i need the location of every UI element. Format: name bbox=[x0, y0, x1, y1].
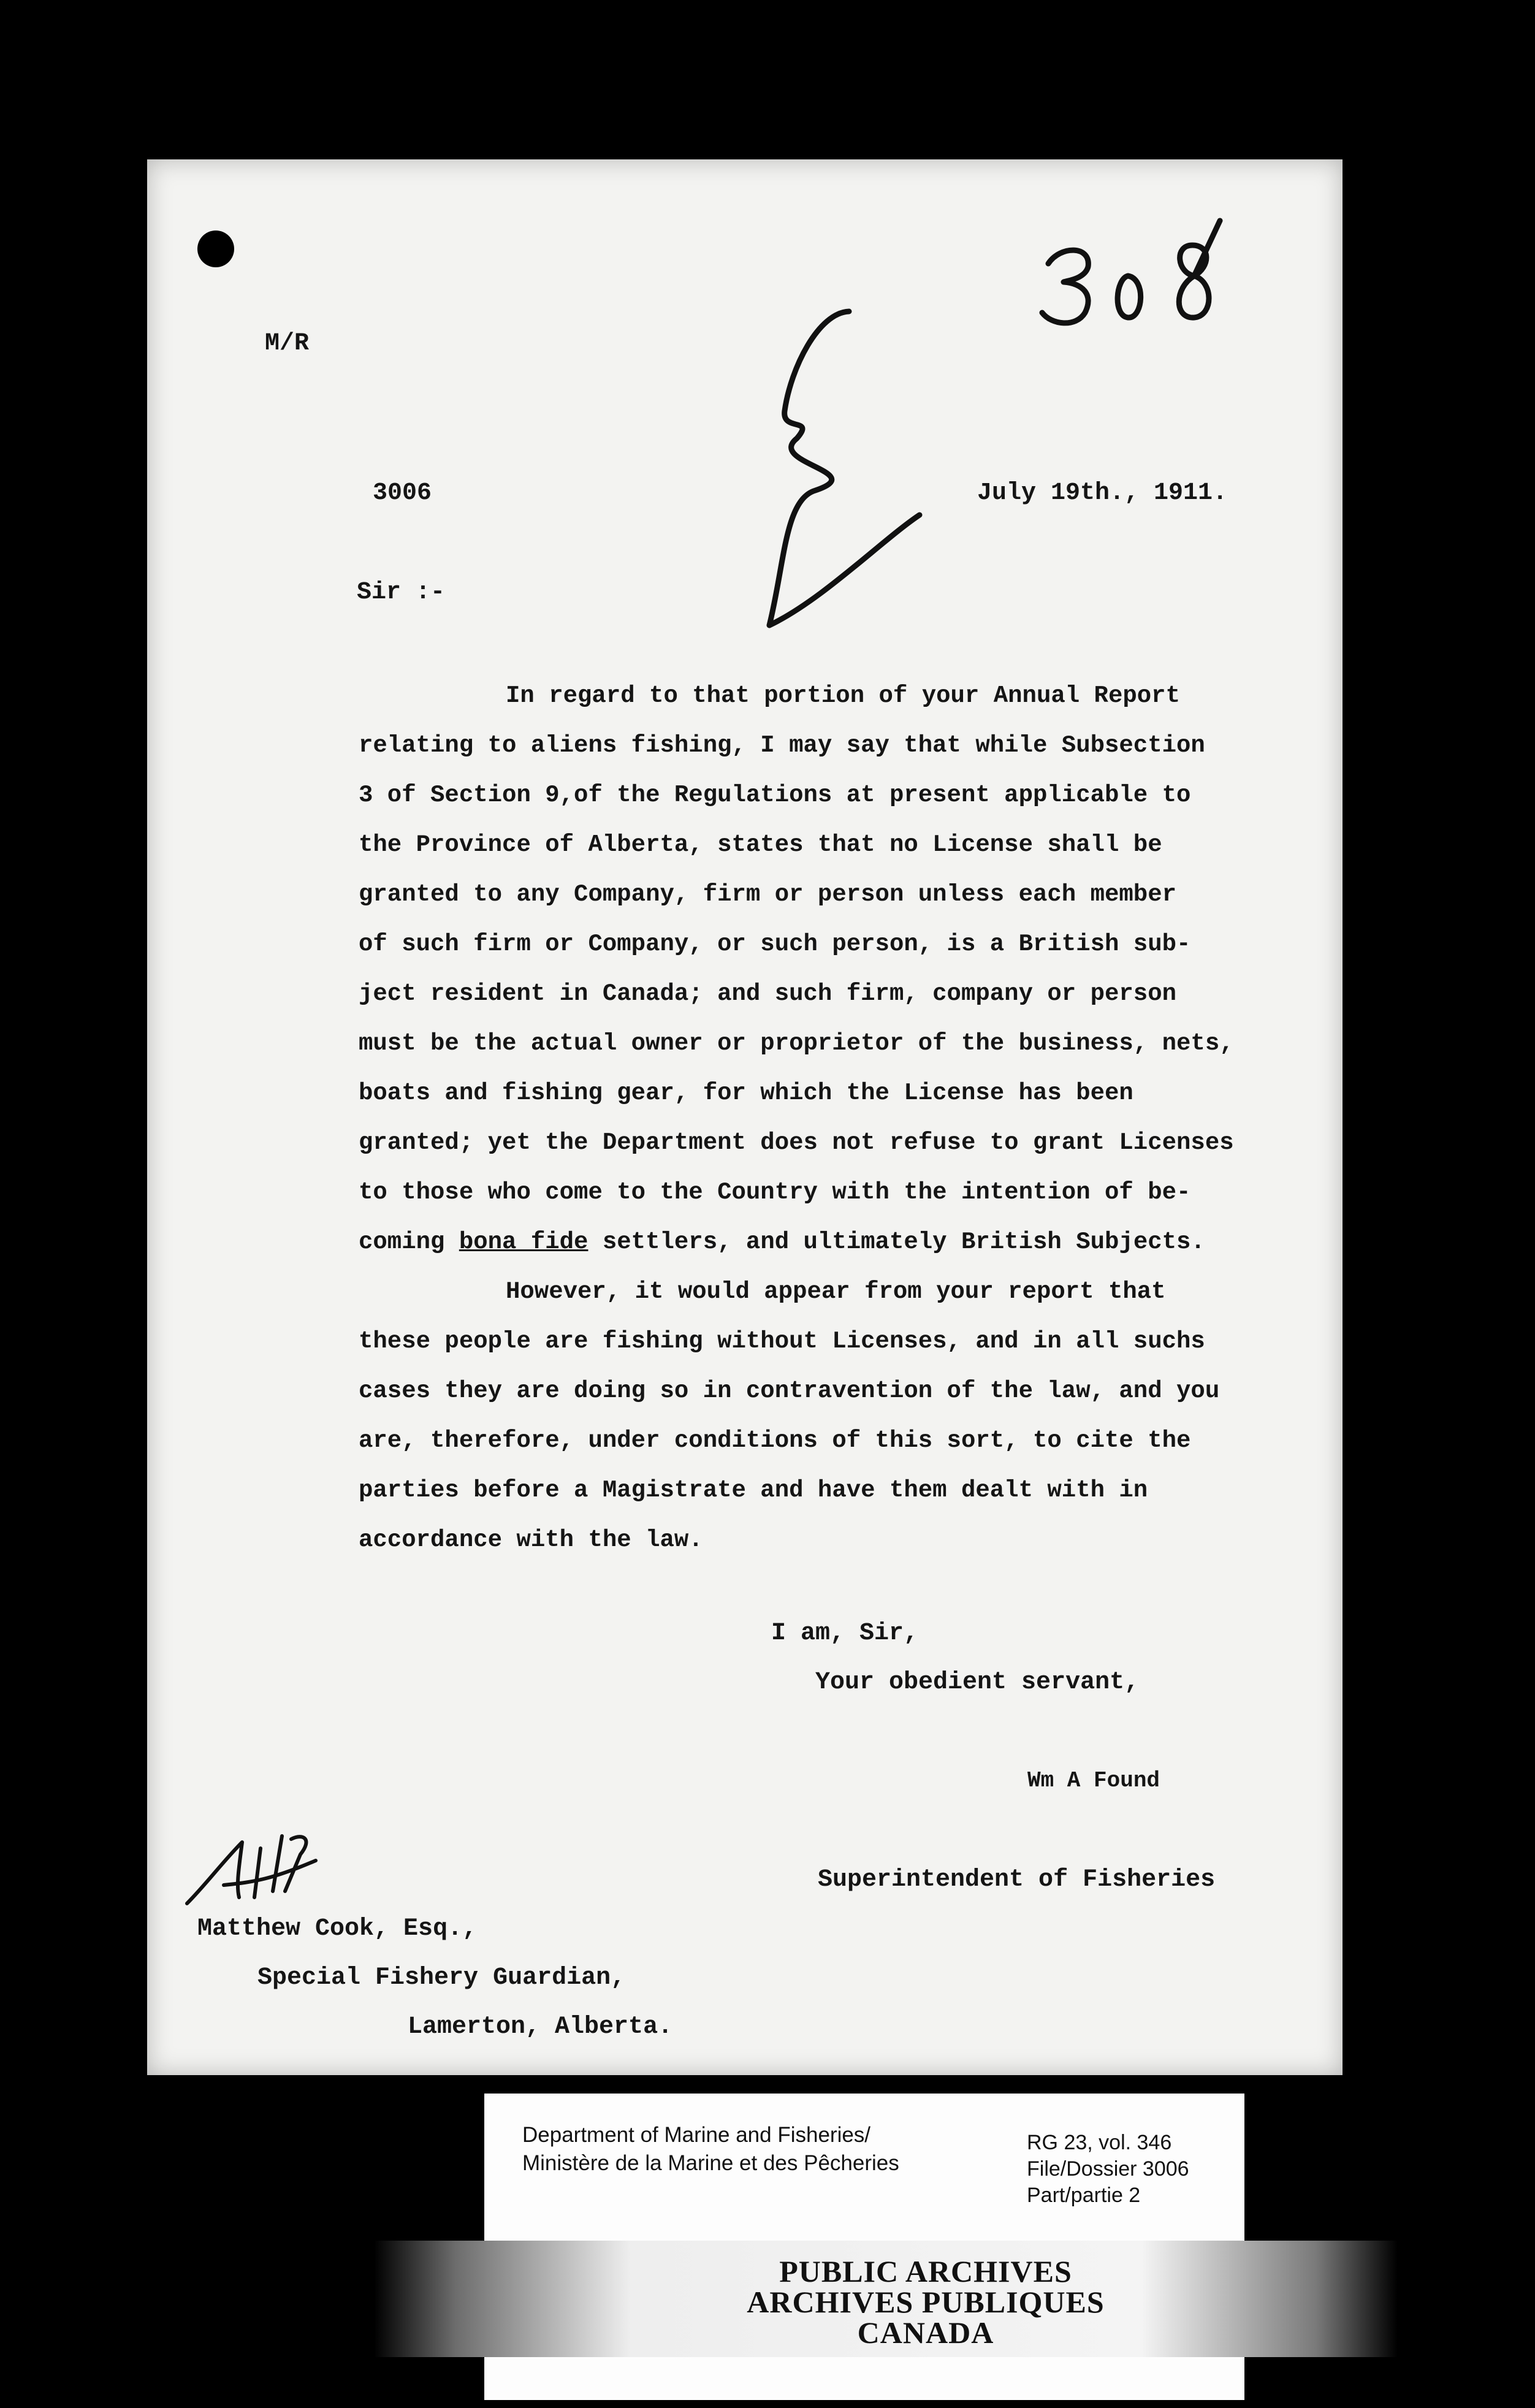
body-line: the Province of Alberta, states that no License shall be bbox=[359, 831, 1162, 858]
archive-reference bbox=[1027, 2130, 1189, 2209]
text-after: settlers, and ultimately British Subjects. bbox=[588, 1229, 1205, 1255]
department-fr: Ministère de la Marine et des Pêcheries bbox=[522, 2151, 899, 2175]
body-line-bona-fide bbox=[359, 1217, 1303, 1267]
body-line: cases they are doing so in contravention of the law, and you bbox=[359, 1377, 1220, 1404]
body-line: parties before a Magistrate and have them dealt with in bbox=[359, 1477, 1148, 1504]
handwritten-page-number bbox=[1036, 208, 1244, 349]
punch-hole bbox=[197, 231, 234, 267]
department-en: Department of Marine and Fisheries/ bbox=[522, 2123, 871, 2147]
recipient-place: Lamerton, Alberta. bbox=[408, 2013, 673, 2041]
body-line: ject resident in Canada; and such firm, company or person bbox=[359, 980, 1177, 1007]
reference-rg: RG 23, vol. 346 bbox=[1027, 2131, 1172, 2154]
stamp-line-1: PUBLIC ARCHIVES bbox=[779, 2254, 1072, 2288]
body-line: relating to aliens fishing, I may say that while Subsection bbox=[359, 732, 1205, 759]
body-line: these people are fishing without Licenses, and in all suchs bbox=[359, 1328, 1205, 1355]
body-line: granted; yet the Department does not refuse to grant Licenses bbox=[359, 1129, 1234, 1156]
salutation: Sir :- bbox=[357, 579, 446, 606]
stamp-line-2: ARCHIVES PUBLIQUES bbox=[747, 2285, 1105, 2319]
recipient-name: Matthew Cook, Esq., bbox=[197, 1915, 478, 1943]
recipient-title: Special Fishery Guardian, bbox=[257, 1964, 626, 1992]
text-before: coming bbox=[359, 1229, 459, 1255]
reference-file: File/Dossier 3006 bbox=[1027, 2157, 1189, 2181]
body-line: In regard to that portion of your Annual Report bbox=[506, 682, 1180, 709]
stamp-line-3: CANADA bbox=[857, 2315, 994, 2350]
letter-body bbox=[359, 671, 1303, 1565]
letter-date: July 19th., 1911. bbox=[977, 479, 1228, 507]
archive-department bbox=[522, 2121, 899, 2177]
body-line: However, it would appear from your report that bbox=[506, 1278, 1166, 1305]
body-line: to those who come to the Country with the intention of be- bbox=[359, 1179, 1191, 1206]
file-number: 3006 bbox=[373, 479, 432, 507]
body-line: must be the actual owner or proprietor of the business, nets, bbox=[359, 1030, 1234, 1057]
reference-part: Part/partie 2 bbox=[1027, 2184, 1141, 2207]
body-line: granted to any Company, firm or person unless each member bbox=[359, 881, 1177, 908]
archives-stamp bbox=[650, 2256, 1202, 2348]
body-line: of such firm or Company, or such person, is a British sub- bbox=[359, 931, 1191, 958]
body-line: accordance with the law. bbox=[359, 1526, 703, 1553]
handwritten-initials bbox=[181, 1824, 328, 1916]
body-line: are, therefore, under conditions of this sort, to cite the bbox=[359, 1427, 1191, 1454]
signature-name: Wm A Found bbox=[1027, 1768, 1160, 1793]
signature-title: Superintendent of Fisheries bbox=[818, 1866, 1216, 1894]
handwritten-e-mark bbox=[711, 307, 981, 638]
body-line: boats and fishing gear, for which the License has been bbox=[359, 1080, 1133, 1107]
body-line: 3 of Section 9,of the Regulations at present applicable to bbox=[359, 782, 1191, 809]
typist-initials: M/R bbox=[265, 330, 310, 357]
closing-line-1: I am, Sir, bbox=[771, 1620, 919, 1647]
closing-line-2: Your obedient servant, bbox=[815, 1669, 1140, 1696]
underlined-text: bona fide bbox=[459, 1229, 588, 1255]
